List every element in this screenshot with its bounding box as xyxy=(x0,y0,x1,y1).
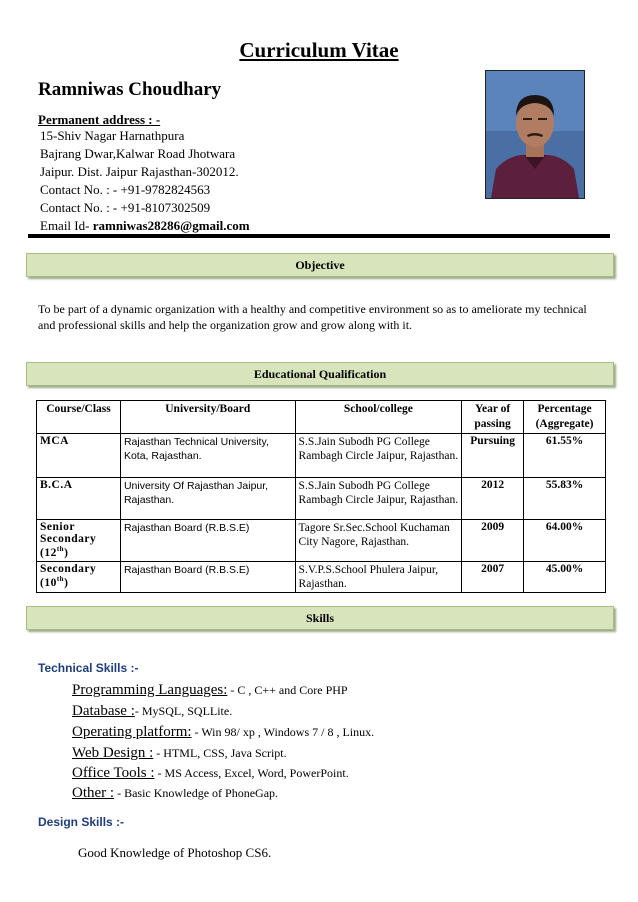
contact-line: Contact No. : - +91-9782824563 xyxy=(40,182,211,197)
year-cell: 2012 xyxy=(462,478,524,520)
skill-item-web xyxy=(72,745,287,762)
skill-item-other xyxy=(72,785,278,802)
email-label: Email Id- xyxy=(40,218,93,233)
education-section-header: Educational Qualification xyxy=(26,362,614,386)
email-line xyxy=(40,218,250,234)
address-line: 15-Shiv Nagar Harnathpura xyxy=(40,128,185,143)
skill-item-os xyxy=(72,724,374,741)
column-header: Year of passing xyxy=(462,401,524,434)
table-row xyxy=(37,478,606,520)
percentage-cell: 55.83% xyxy=(524,478,606,520)
course-cell: Secondary (10th) xyxy=(37,562,121,593)
skill-label: Other : xyxy=(72,785,115,801)
skills-section-header: Skills xyxy=(26,606,614,630)
technical-skills-heading: Technical Skills :- xyxy=(38,661,139,675)
school-cell: S.V.P.S.School Phulera Jaipur, Rajasthan. xyxy=(295,562,462,593)
year-cell: Pursuing xyxy=(462,434,524,478)
university-cell: Rajasthan Board (R.B.S.E) xyxy=(120,562,295,593)
skill-value: - MS Access, Excel, Word, PowerPoint. xyxy=(154,766,349,780)
school-cell: S.S.Jain Subodh PG College Rambagh Circle Jaipur, Rajasthan. xyxy=(295,478,462,520)
email-value[interactable]: ramniwas28286@gmail.com xyxy=(92,218,250,233)
skill-item-programming xyxy=(72,682,348,699)
address-line: Bajrang Dwar,Kalwar Road Jhotwara xyxy=(40,146,236,161)
skill-value: - HTML, CSS, Java Script. xyxy=(153,746,287,760)
header-divider xyxy=(28,234,610,238)
profile-photo xyxy=(485,70,585,199)
skill-label: Office Tools : xyxy=(72,765,155,781)
percentage-cell: 61.55% xyxy=(524,434,606,478)
column-header: Course/Class xyxy=(37,401,121,434)
address-line: Jaipur. Dist. Jaipur Rajasthan-302012. xyxy=(40,164,239,179)
column-header: University/Board xyxy=(120,401,295,434)
contact-line: Contact No. : - +91-8107302509 xyxy=(40,200,211,215)
skill-value: - Basic Knowledge of PhoneGap. xyxy=(114,786,279,800)
table-row xyxy=(37,520,606,562)
year-cell: 2009 xyxy=(462,520,524,562)
skill-label: Programming Languages: xyxy=(72,682,228,698)
education-table xyxy=(36,400,606,593)
percentage-cell: 64.00% xyxy=(524,520,606,562)
skill-item-office xyxy=(72,765,349,782)
address-heading: Permanent address : - xyxy=(38,112,161,127)
university-cell: University Of Rajasthan Jaipur, Rajasthan. xyxy=(120,478,295,520)
design-skill-text: Good Knowledge of Photoshop CS6. xyxy=(78,845,272,860)
objective-text: To be part of a dynamic organization with a healthy and competitive environment so as to ameliorate my technical and professional skills and help the organization grow and grow along with it. xyxy=(38,302,587,332)
column-header: Percentage (Aggregate) xyxy=(524,401,606,434)
skill-value: - MySQL, SQLLite. xyxy=(134,704,233,718)
skill-value: - Win 98/ xp , Windows 7 / 8 , Linux. xyxy=(191,725,375,739)
table-header-row xyxy=(37,401,606,434)
column-header: School/college xyxy=(295,401,462,434)
university-cell: Rajasthan Board (R.B.S.E) xyxy=(120,520,295,562)
school-cell: S.S.Jain Subodh PG College Rambagh Circle Jaipur, Rajasthan. xyxy=(295,434,462,478)
page-title: Curriculum Vitae xyxy=(239,38,399,62)
school-cell: Tagore Sr.Sec.School Kuchaman City Nagore, Rajasthan. xyxy=(295,520,462,562)
table-row xyxy=(37,434,606,478)
percentage-cell: 45.00% xyxy=(524,562,606,593)
course-cell: Senior Secondary (12th) xyxy=(37,520,121,562)
portrait-image xyxy=(486,71,584,198)
skill-label: Database : xyxy=(72,703,135,719)
objective-section-header: Objective xyxy=(26,253,614,277)
skill-label: Web Design : xyxy=(72,745,154,761)
course-cell: B.C.A xyxy=(37,478,121,520)
skill-value: - C , C++ and Core PHP xyxy=(227,683,348,697)
table-row xyxy=(37,562,606,593)
candidate-name: Ramniwas Choudhary xyxy=(38,79,222,100)
skill-label: Operating platform: xyxy=(72,724,192,740)
course-cell: MCA xyxy=(37,434,121,478)
university-cell: Rajasthan Technical University, Kota, Rajasthan. xyxy=(120,434,295,478)
year-cell: 2007 xyxy=(462,562,524,593)
skill-item-database xyxy=(72,703,232,720)
design-skills-heading: Design Skills :- xyxy=(38,815,125,829)
